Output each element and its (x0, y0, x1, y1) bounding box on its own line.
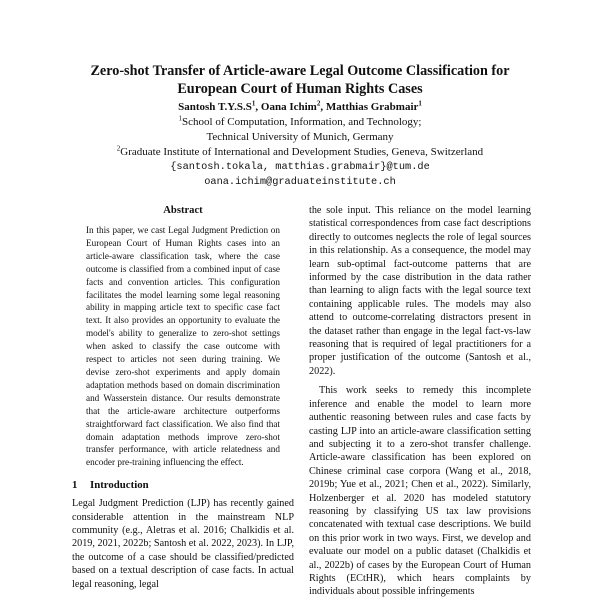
intro-paragraph-continued: the sole input. This reliance on the model learning statistical correspondences from case fact descriptions directly to outcomes neglects the role of legal sources in this relationship. As a consequence, the model may learn sub-optimal fact-outcome patterns that are informed by the case distribution in the data rather than learning to align facts with the legal source text containing applicable rules. The models may also attend to outcome-correlating distractors present in the dataset rather than engage in the legal fact-vs-law reasoning that is required of legal practitioners for a proper justification of the outcome (Santosh et al., 2022). (309, 205, 531, 377)
title-line-2: European Court of Human Rights Cases (177, 81, 423, 97)
affiliation-1-line-2: Technical University of Munich, Germany (206, 131, 394, 143)
author-2: Oana Ichim (260, 101, 317, 113)
author-3: Matthias Grabmair (325, 101, 419, 113)
affiliation-2-line-1: Graduate Institute of International and Development Studies, Geneva, Switzerland (120, 146, 484, 158)
author-sep-1: , (255, 101, 261, 113)
section-title: Introduction (90, 479, 149, 492)
left-column (72, 204, 294, 591)
author-names (60, 100, 540, 115)
author-1: Santosh T.Y.S.S (178, 101, 252, 113)
affiliation-1-line-1: School of Computation, Information, and Technology; (182, 116, 422, 128)
affiliation-2 (60, 145, 540, 160)
affiliation-2-marker: 2 (116, 144, 121, 153)
section-number: 1 (72, 479, 78, 492)
intro-paragraph-1: Legal Judgment Prediction (LJP) has recently gained considerable attention in the mainstream NLP community (e.g., Aletras et al. 2016; Chalkidis et al. 2019, 2021, 2022b; Santosh et al. 2022, 2023). In LJP, the outcome of a case should be classified/predicted based on a textual description of case facts. In actual legal reasoning, legal (72, 498, 294, 590)
email-2: oana.ichim@graduateinstitute.ch (204, 176, 396, 188)
paper-title (60, 62, 540, 98)
affiliation-1 (60, 115, 540, 130)
author-2-affil: 2 (316, 99, 321, 108)
author-sep-2: , (320, 101, 326, 113)
right-column (309, 204, 531, 599)
title-line-1: Zero-shot Transfer of Article-aware Legal Outcome Classification for (90, 63, 510, 79)
abstract-text: In this paper, we cast Legal Judgment Prediction on European Court of Human Rights cases into an article-aware classification task, where the case outcome is classified from a combined input of case facts and convention articles. This configuration facilitates the model learning some legal reasoning ability in mapping article text to specific case fact text. It also provides an opportunity to evaluate the model's ability to generalize to zero-shot settings when asked to classify the case outcome with respect to articles not seen during training. We devise zero-shot experiments and apply domain adaptation methods based on domain discrimination and Wasserstein distance. Our results demonstrate that the article-aware architecture outperforms straightforward fact classification. We also find that domain adaptation methods improve zero-shot transfer performance, with article relatedness and encoder pre-training influencing the effect. (86, 225, 280, 468)
section-heading-introduction (72, 478, 294, 492)
author-1-affil: 1 (251, 99, 256, 108)
author-block (60, 100, 540, 190)
affiliation-1-marker: 1 (178, 114, 183, 123)
abstract-heading: Abstract (163, 205, 203, 216)
author-3-affil: 1 (418, 99, 422, 108)
email-1: {santosh.tokala, matthias.grabmair}@tum.de (170, 161, 430, 173)
intro-paragraph-2: This work seeks to remedy this incomplete inference and enable the model to learn more authentic reasoning between rules and case facts by casting LJP into an article-aware classification setting and subjecting it to a zero-shot transfer challenge. Article-aware classification has been explored on Chinese criminal case corpora (Wang et al., 2018, 2019b; Yue et al., 2021; Chen et al., 2022). Similarly, Holzenberger et al. 2020 has modeled statutory reasoning by classifying US tax law provisions concatenated with textual case descriptions. We build on this prior work in two ways. First, we develop and evaluate our model on a public dataset (Chalkidis et al., 2022b) of cases by the European Court of Human Rights (ECtHR), which hears complaints by individuals about possible infringements (309, 385, 531, 598)
